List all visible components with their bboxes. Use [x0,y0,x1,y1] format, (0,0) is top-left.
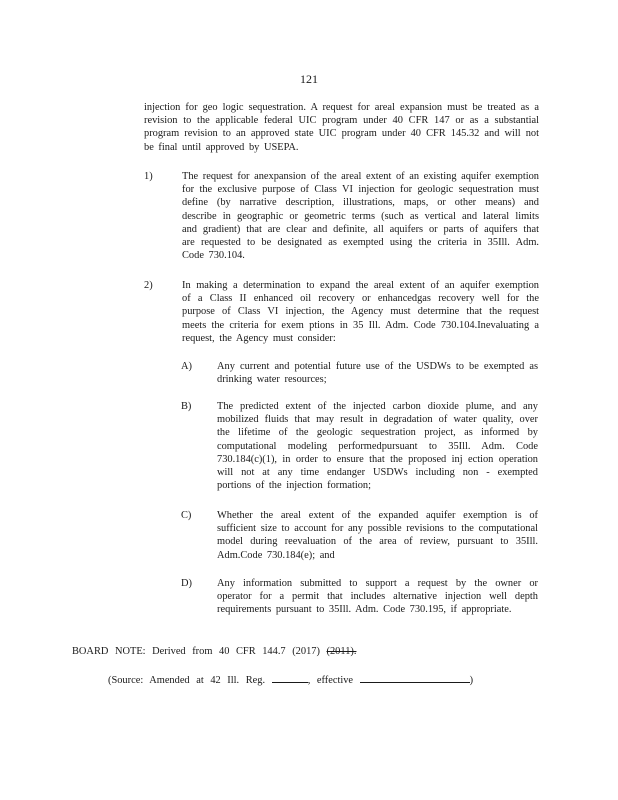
intro-paragraph: injection for geo logic sequestration. A request for areal expansion must be treated as a revision to the applicable federal UIC program under 40 CFR 147 or as a substantial program revision to an approved state UIC program under 40 CFR 145.32 and will not be final until approved by USEPA. [144,102,539,153]
source-line: (Source: Amended at 42 Ill. Reg. , effective ) [108,672,528,687]
sub-item-text: Any current and potential future use of the USDWs to be exempted as drinking water resources; [217,361,538,386]
sub-item-number: C) [181,510,192,521]
item-number: 2) [144,280,153,291]
sub-item-text: Any information submitted to support a request by the owner or operator for a permit that includes alternative injection well depth requirements pursuant to 35Ill. Adm. Code 730.195, if appropriate. [217,578,538,616]
board-note [72,645,552,658]
sub-item-text: The predicted extent of the injected carbon dioxide plume, and any mobilized fluids that may result in degradation of water quality, over the lifetime of the geologic sequestration project, as informed by computational modeling performedpursuant to 35Ill. Adm. Code 730.184(c)(1), in order to ensure that the proposed inj ection operation will not at any time endanger USDWs including non - exempted portions of the injection formation; [217,401,538,492]
sub-item-text: Whether the areal extent of the expanded aquifer exemption is of sufficient size to account for any possible revisions to the computational model during reevaluation of the area of review, pursuant to 35Ill. Adm.Code 730.184(e); and [217,510,538,561]
page-number: 121 [300,72,318,86]
source-close: ) [469,675,474,686]
sub-item-number: A) [181,361,192,372]
item-text: The request for anexpansion of the areal extent of an existing aquifer exemption for the exclusive purpose of Class VI injection for geologic sequestration must define (by narrative description, illustrations, maps, or other means) and describe in geographic or geometric terms (such as vertical and lateral limits and gradient) that are clear and definite, all aquifers or parts of aquifers that are requested to be designated as exempted using the criteria in 35Ill. Adm. Code 730.104. [182,171,539,262]
source-amended: Amended at 42 Ill. Reg. [149,675,266,686]
board-note-text: BOARD NOTE: Derived from 40 CFR 144.7 (2017) [72,646,320,657]
item-text: In making a determination to expand the areal extent of an aquifer exemption of a Class II enhanced oil recovery or enhancedgas recovery well for the purpose of Class VI injection, the Agency must determine that the request meets the criteria for exem ptions in 35 Ill. Adm. Code 730.104.Inevaluating a request, the Agency must consider: [182,280,539,344]
register-blank [272,672,308,683]
sub-item-number: D) [181,578,192,589]
board-note-struck-text: (2011). [326,646,357,657]
source-effective: effective [316,675,354,686]
source-open: (Source: [108,675,144,686]
effective-date-blank [360,672,470,683]
sub-item-number: B) [181,401,192,412]
item-number: 1) [144,171,153,182]
